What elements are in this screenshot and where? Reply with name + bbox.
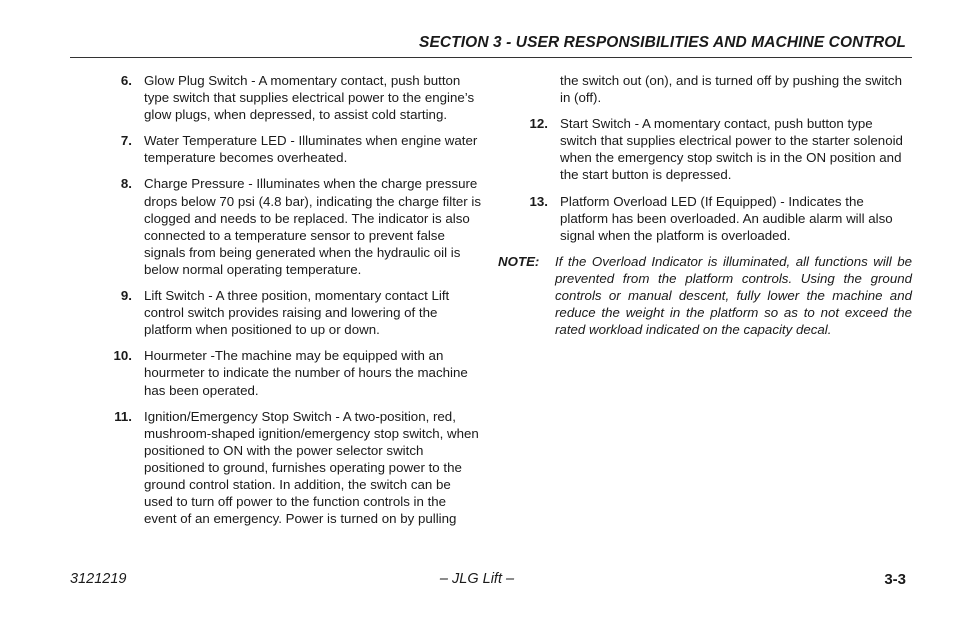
note-label: NOTE: — [498, 253, 540, 269]
item-text: Ignition/Emergency Stop Switch - A two-position, red, mushroom-shaped ignition/emergency stop switch, when positioned to ON with the power selector switch positioned to ground, furnishes operating power to the ground control station. In addition, the switch can be used to turn off power to the function controls in the event of an emergency. Power is turned on by pulling — [144, 408, 479, 527]
list-item — [96, 72, 482, 123]
header-rule — [70, 57, 912, 58]
item-number: 13. — [529, 193, 548, 209]
item-number: 9. — [120, 288, 132, 304]
list-item — [96, 175, 482, 278]
item-number: 6. — [120, 73, 132, 88]
item-number: 10. — [113, 348, 132, 364]
item-text: Lift Switch - A three position, momentary contact Lift control switch provides raising and lowering of the platform when positioned to up or down. — [144, 288, 450, 338]
item-text: Hourmeter -The machine may be equipped with an hourmeter to indicate the number of hours the machine has been operated. — [144, 348, 468, 398]
item-text: Charge Pressure - Illuminates when the charge pressure drops below 70 psi (4.8 bar), indicating the charge filter is clogged and needs to be replaced. The indicator is also connected to a temperature sensor to prevent false signals from being generated when the hydraulic oil is below normal operating temperature. — [144, 176, 482, 277]
list-item — [498, 193, 912, 244]
list-item — [96, 347, 482, 398]
item-text: Water Temperature LED - Illuminates when engine water temperature becomes overheated. — [144, 133, 478, 166]
page-number: 3-3 — [884, 571, 906, 588]
item-number: 7. — [120, 133, 132, 149]
item-text: Glow Plug Switch - A momentary contact, push button type switch that supplies electrical power to the engine’s glow plugs, when depressed, to assist cold starting. — [144, 73, 475, 123]
section-header: SECTION 3 - USER RESPONSIBILITIES AND MACHINE CONTROL — [419, 34, 906, 51]
list-item — [96, 408, 482, 528]
item-text: Start Switch - A momentary contact, push button type switch that supplies electrical power to the starter solenoid when the emergency stop switch is in the ON position and the start button is depressed. — [560, 116, 903, 183]
item-number: 11. — [114, 408, 132, 424]
list-item — [96, 287, 482, 338]
item-number: 8. — [120, 176, 132, 192]
note-text: If the Overload Indicator is illuminated, all functions will be prevented from the platform controls. Using the ground controls or manual descent, fully lower the machine and reduce the weight in the platform so as to not exceed the rated workload indicated on the capacity decal. — [555, 253, 912, 338]
document-number: 3121219 — [70, 571, 127, 587]
item-number: 12. — [529, 116, 548, 132]
right-column — [498, 72, 912, 338]
footer-title: – JLG Lift – — [439, 571, 515, 587]
item-text: Platform Overload LED (If Equipped) - Indicates the platform has been overloaded. An audible alarm will also signal when the platform is overloaded. — [560, 193, 893, 243]
item-continuation: the switch out (on), and is turned off by pushing the switch in (off). — [560, 73, 902, 106]
left-column — [96, 72, 482, 536]
list-item — [96, 132, 482, 166]
note-block — [498, 253, 912, 338]
list-item — [498, 115, 912, 183]
